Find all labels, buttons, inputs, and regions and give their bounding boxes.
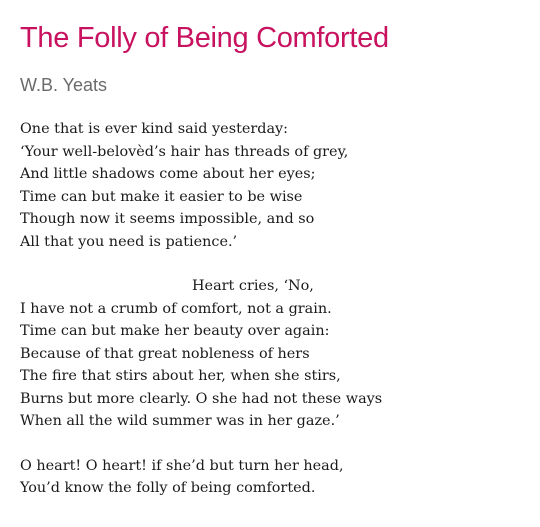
poem-line: Though now it seems impossible, and so [20,211,315,227]
poem-line: Time can but make her beauty over again: [20,323,330,339]
poem-title: The Folly of Being Comforted [20,22,389,54]
poem-line: You’d know the folly of being comforted. [20,480,316,496]
poem-line: ‘Your well-belovèd’s hair has threads of grey, [20,143,349,160]
stanza-3 [20,455,530,500]
poem-line-indented: Heart cries, ‘No, [192,278,314,294]
poem-line: When all the wild summer was in her gaze.’ [20,413,340,429]
poem-line: Because of that great nobleness of hers [20,345,310,362]
poem-line: And little shadows come about her eyes; [20,166,316,182]
stanza-1 [20,118,530,253]
poem-line: Time can but make it easier to be wise [20,188,303,205]
stanza-2 [20,275,530,433]
poem-author: W.B. Yeats [20,75,108,95]
poem-line: The fire that stirs about her, when she stirs, [20,368,341,384]
poem-line: O heart! O heart! if she’d but turn her head, [20,457,344,474]
poem-line: All that you need is patience.’ [20,233,238,250]
poem-body [20,118,530,522]
poem-line: I have not a crumb of comfort, not a grain. [20,300,332,317]
poem-line: Burns but more clearly. O she had not these ways [20,390,383,407]
poem-line: One that is ever kind said yesterday: [20,121,289,137]
